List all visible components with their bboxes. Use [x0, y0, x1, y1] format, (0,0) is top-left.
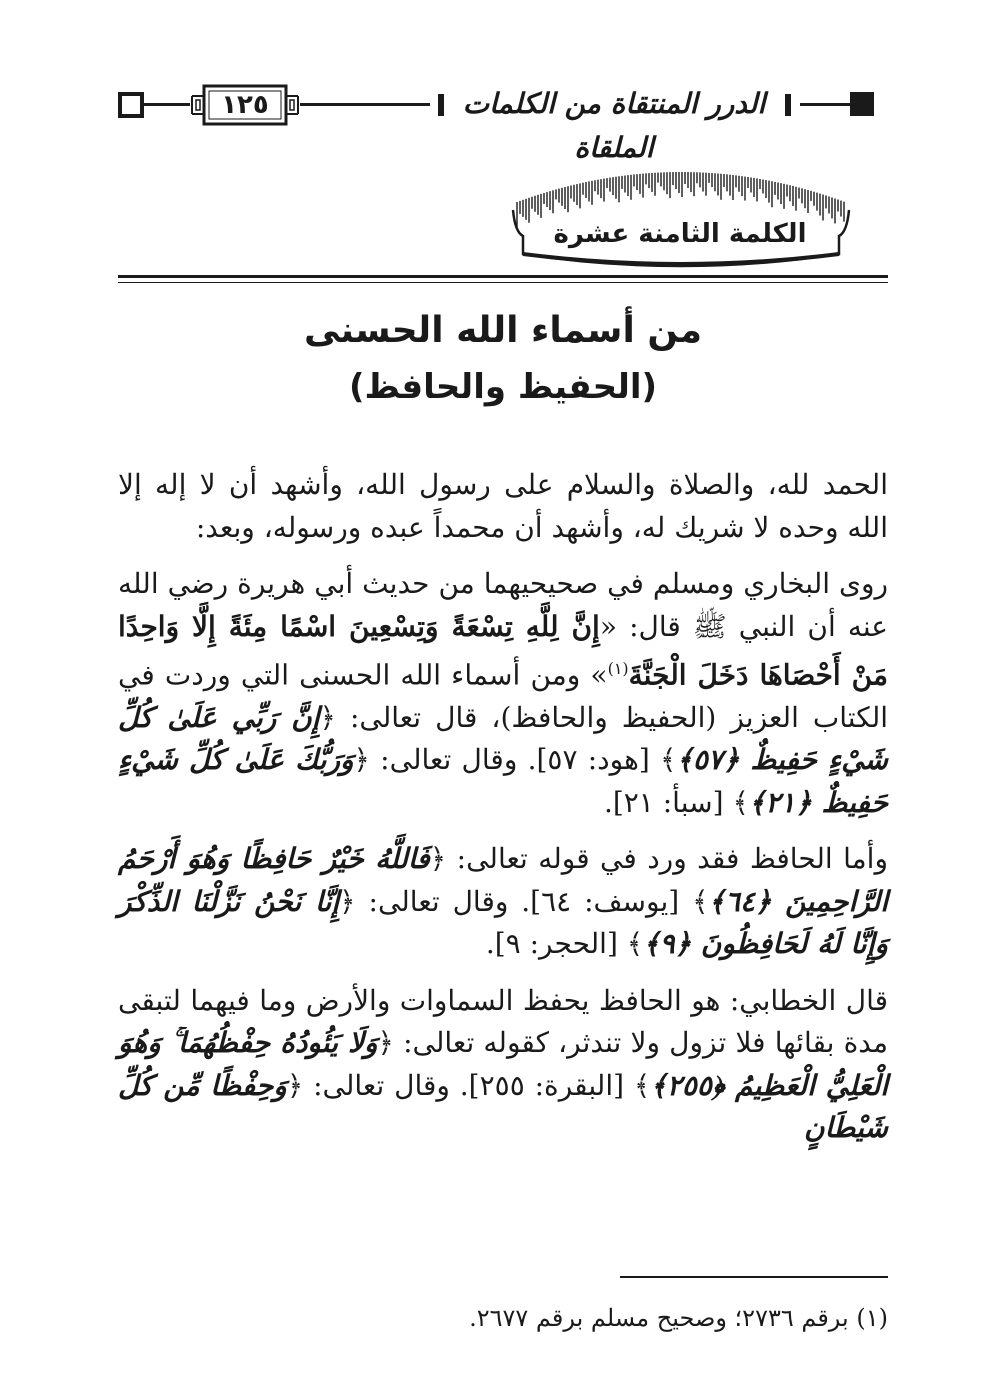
footnote-divider [620, 1276, 888, 1278]
page-number: ١٢٥ [221, 90, 269, 120]
paragraph-intro: الحمد لله، والصلاة والسلام على رسول الله، وأشهد أن لا إله إلا الله وحده لا شريك له، وأشهد أن محمداً عبده ورسوله، وبعد: [118, 468, 888, 544]
verse-reference: ﴾ [البقرة: ٢٥٥]. وقال تعالى: ﴿ [286, 1068, 651, 1102]
section-divider [118, 275, 888, 278]
section-divider [118, 282, 888, 283]
header-rule [144, 103, 190, 106]
quran-verse: فَاللَّهُ خَيْرٌ حَافِظًا وَهُوَ أَرْحَمُ الرَّاحِمِينَ ﴿٦٤﴾ [118, 842, 888, 918]
verse-reference: ﴾ [يوسف: ٦٤]. وقال تعالى: ﴿ [339, 884, 709, 918]
quran-verse: وَحِفْظًا مِّن كُلِّ شَيْطَانٍ [118, 1068, 888, 1145]
header-square-left-icon [118, 92, 144, 118]
footnote: (١) برقم ٢٧٣٦؛ وصحيح مسلم برقم ٢٦٧٧. [469, 1304, 888, 1332]
article-body [118, 464, 888, 1150]
text-run: » ومن أسماء الله الحسنى التي وردت في الكتاب العزيز (الحفيظ والحافظ)، قال تعالى: ﴿ [118, 658, 888, 734]
quran-verse: وَلَا يَئُودُهُ حِفْظُهُمَا ۚ وَهُوَ الْعَلِيُّ الْعَظِيمُ ﴿٢٥٥﴾ [118, 1026, 889, 1102]
quran-verse: وَرَبُّكَ عَلَىٰ كُلِّ شَيْءٍ حَفِيظٌ ﴿٢١﴾ [118, 743, 888, 819]
verse-reference: ﴾ [سبأ: ٢١]. [603, 785, 749, 819]
running-book-title: الدرر المنتقاة من الكلمات الملقاة [462, 87, 766, 164]
header-bar [785, 94, 791, 116]
footnote-marker[interactable]: (١) [607, 659, 629, 678]
paragraph-khattabi [118, 980, 888, 1150]
paragraph-hafiz [118, 838, 888, 966]
quran-verse: إِنَّ رَبِّي عَلَىٰ كُلِّ شَيْءٍ حَفِيظٌ ﴿٥٧﴾ [118, 700, 888, 777]
chapter-label: الكلمة الثامنة عشرة [553, 219, 807, 249]
page-title: من أسماء الله الحسنى [303, 310, 703, 351]
text-run: روى البخاري ومسلم في صحيحيهما من حديث أبي هريرة رضي الله عنه أن النبي ﷺ قال: « [118, 567, 889, 643]
verse-reference: ﴾ [هود: ٥٧]. وقال تعالى: ﴿ [353, 743, 677, 777]
paragraph-hadith [118, 563, 888, 824]
text-run: وأما الحافظ فقد ورد في قوله تعالى: ﴿ [429, 842, 888, 876]
quran-verse: إِنَّا نَحْنُ نَزَّلْنَا الذِّكْرَ وَإِنَّا لَهُ لَحَافِظُونَ ﴿٩﴾ [118, 884, 888, 961]
verse-reference: ﴾ [الحجر: ٩]. [485, 927, 644, 961]
hadith-quote: إِنَّ لِلَّهِ تِسْعَةً وَتِسْعِينَ اسْمًا مِئَةً إِلَّا وَاحِدًا مَنْ أَحْصَاهَا دَخَلَ الْجَنَّةَ [118, 609, 888, 692]
header-rule [800, 103, 850, 106]
page-subtitle: (الحفيظ والحافظ) [348, 367, 658, 407]
header-square-right-icon [850, 92, 874, 116]
header-rule [300, 103, 430, 106]
text-run: قال الخطابي: هو الحافظ يحفظ السماوات والأرض وما فيهما لتبقى مدة بقائها فلا تزول ولا تندثر، كقوله تعالى: ﴿ [118, 983, 888, 1060]
